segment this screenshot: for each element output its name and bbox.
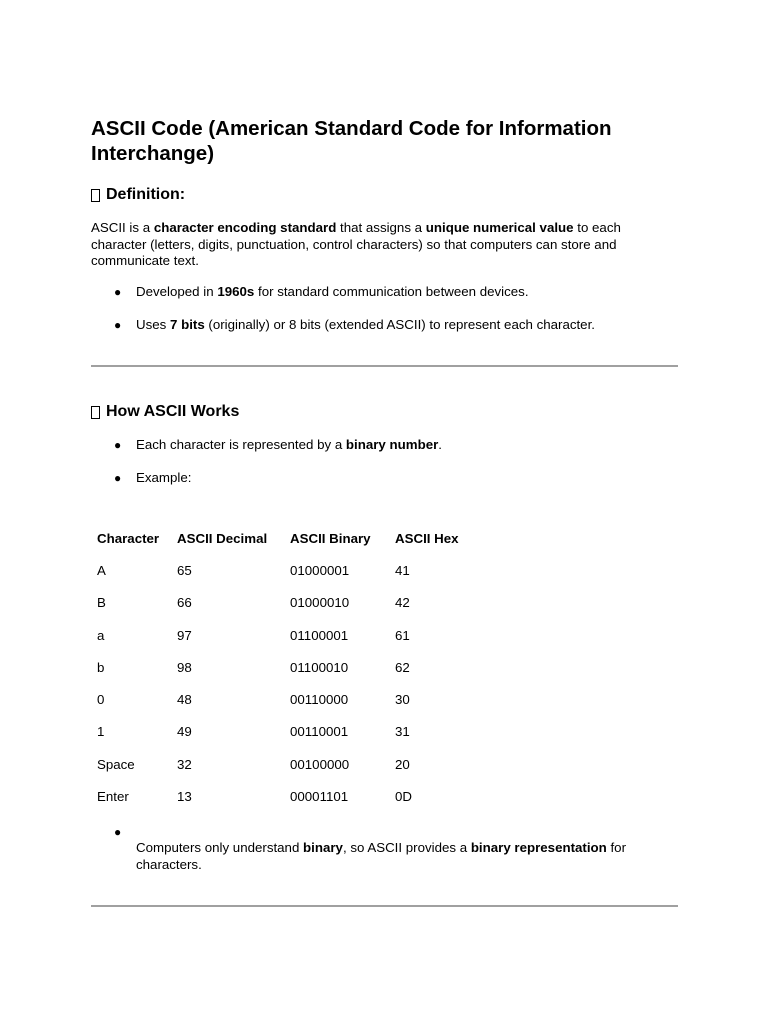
column-header: ASCII Decimal xyxy=(177,530,268,546)
column-header: ASCII Hex xyxy=(395,530,459,546)
text-run: that assigns a xyxy=(336,220,426,235)
how-bullets xyxy=(91,437,678,454)
bold-run: unique numerical value xyxy=(425,220,574,235)
list-item xyxy=(91,284,678,301)
table-cell: 65 xyxy=(177,562,192,578)
table-row xyxy=(97,651,475,683)
column-header: ASCII Binary xyxy=(290,530,371,546)
bold-run: 1960s xyxy=(217,284,255,299)
text-run: , so ASCII provides a xyxy=(342,840,471,855)
table-cell: 20 xyxy=(395,756,410,772)
text-run: Example: xyxy=(136,470,192,485)
table-cell: 13 xyxy=(177,789,192,805)
definition-bullets xyxy=(91,317,678,334)
ascii-table xyxy=(97,522,475,813)
horizontal-rule xyxy=(91,365,678,367)
text-run: Developed in xyxy=(136,284,218,299)
table-cell: 00100000 xyxy=(290,756,350,772)
table-cell: b xyxy=(97,659,105,675)
table-cell: 98 xyxy=(177,659,192,675)
table-cell: B xyxy=(97,595,106,611)
column-header: Character xyxy=(97,530,160,546)
bullet-icon: ● xyxy=(114,471,122,485)
text-run: for standard communication between devices. xyxy=(254,284,529,299)
table-cell: 1 xyxy=(97,724,105,740)
table-row xyxy=(97,748,475,780)
bold-run: binary number xyxy=(345,437,439,452)
table-cell: 0D xyxy=(395,789,412,805)
table-cell: 00001101 xyxy=(290,789,349,805)
table-cell: 31 xyxy=(395,724,410,740)
list-item xyxy=(91,437,678,454)
table-cell: 0 xyxy=(97,692,105,708)
bold-run: binary representation xyxy=(470,840,607,855)
table-row xyxy=(97,619,475,651)
table-cell: A xyxy=(97,562,106,578)
how-bullets xyxy=(91,470,678,487)
definition-heading xyxy=(91,185,185,205)
how-heading xyxy=(91,402,239,422)
page-title: ASCII Code (American Standard Code for Information Interchange) xyxy=(91,117,612,165)
bold-run: binary xyxy=(303,840,343,855)
list-item xyxy=(91,470,678,487)
bullet-icon: ● xyxy=(114,318,122,332)
bullet-icon: ● xyxy=(114,825,122,839)
table-row xyxy=(97,587,475,619)
bullet-icon: ● xyxy=(114,285,122,299)
table-cell: 49 xyxy=(177,724,192,740)
table-cell: 32 xyxy=(177,756,192,772)
table-cell: 01000001 xyxy=(290,562,350,578)
table-cell: Space xyxy=(97,756,135,772)
table-header-row xyxy=(97,522,475,554)
table-cell: 01100001 xyxy=(290,627,349,643)
table-cell: 30 xyxy=(395,692,410,708)
table-cell: 62 xyxy=(395,659,410,675)
horizontal-rule xyxy=(91,905,678,907)
text-run: Uses xyxy=(136,317,170,332)
table-cell: Enter xyxy=(97,789,129,805)
table-row xyxy=(97,554,475,586)
text-run: to each character (letters, digits, punctuation, control characters) so that computers can store and communicate text. xyxy=(91,220,621,268)
table-cell: 00110000 xyxy=(290,692,349,708)
definition-heading-text: Definition: xyxy=(106,186,186,203)
table-cell: 66 xyxy=(177,595,192,611)
table-cell: 97 xyxy=(177,627,192,643)
bullet-icon: ● xyxy=(114,438,122,452)
text-run: ASCII is a xyxy=(91,220,154,235)
table-cell: 01000010 xyxy=(290,595,350,611)
text-run: . xyxy=(438,437,442,452)
table-cell: 61 xyxy=(395,627,410,643)
table-cell: 00110001 xyxy=(290,724,349,740)
table-row xyxy=(97,716,475,748)
table-row xyxy=(97,683,475,715)
bold-run: 7 bits xyxy=(170,317,205,332)
bold-run: character encoding standard xyxy=(153,220,337,235)
table-row xyxy=(97,780,475,812)
text-run: Computers only understand xyxy=(136,840,304,855)
table-cell: 01100010 xyxy=(290,659,349,675)
table-cell: 48 xyxy=(177,692,192,708)
table-cell: 42 xyxy=(395,595,410,611)
text-run: (originally) or 8 bits (extended ASCII) to represent each character. xyxy=(204,317,595,332)
how-heading-text: How ASCII Works xyxy=(106,403,240,420)
list-item xyxy=(91,824,678,873)
text-run: Each character is represented by a xyxy=(136,437,346,452)
table-cell: a xyxy=(97,627,105,643)
missing-glyph-icon xyxy=(91,189,100,202)
missing-glyph-icon xyxy=(91,406,100,419)
definition-bullets xyxy=(91,284,678,301)
definition-paragraph xyxy=(91,220,651,270)
summary-bullets xyxy=(91,824,678,873)
table-cell: 41 xyxy=(395,562,410,578)
text-run: for characters. xyxy=(136,840,626,872)
list-item xyxy=(91,317,678,334)
